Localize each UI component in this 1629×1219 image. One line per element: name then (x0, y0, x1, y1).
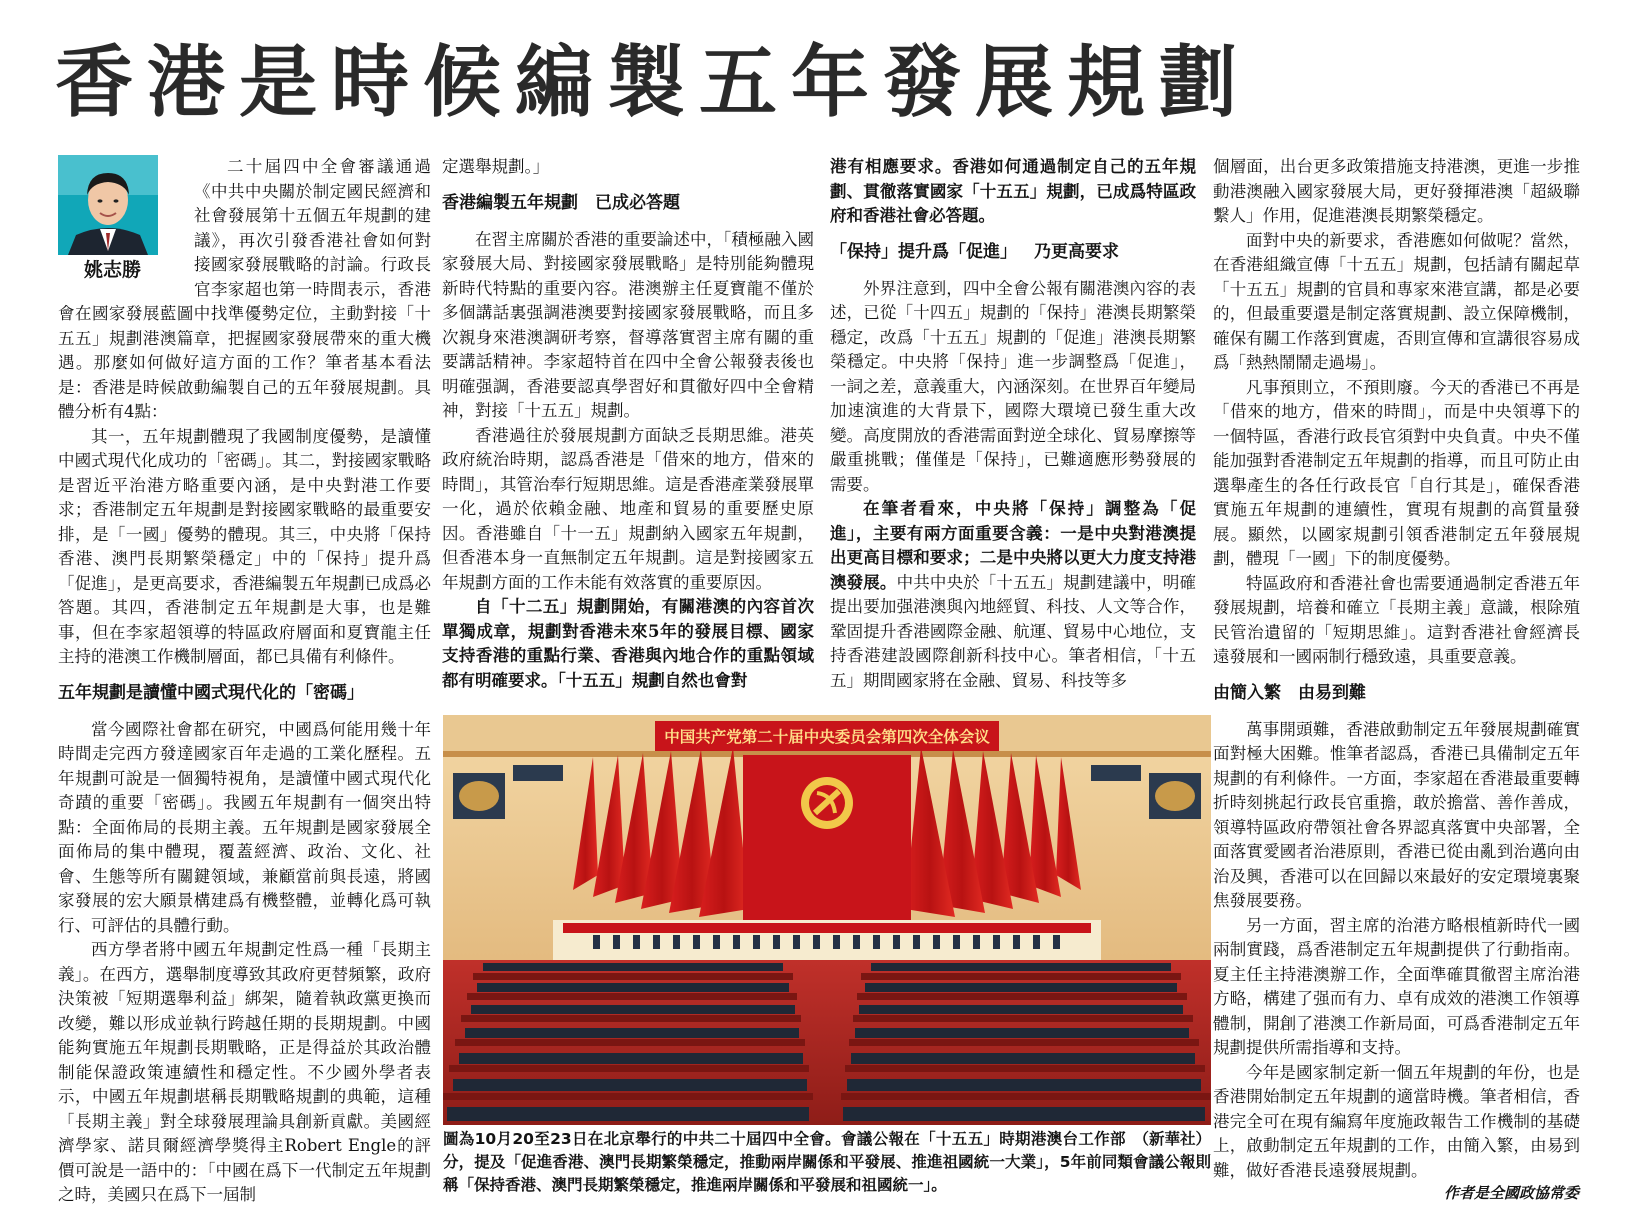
author-byline: 作者是全國政協常委 (1443, 1184, 1579, 1202)
paragraph-text: 中共中央於「十五五」規劃建議中，明確提出要加强港澳與內地經貿、科技、人文等合作，鞏固提升香港國際金融、航運、貿易中心地位，支持香港建設國際創新科技中心。筆者相信，「十五五」期間國家將在金融、貿易、科技等多 (830, 572, 1197, 690)
article-column-3 (830, 155, 1196, 693)
paragraph: 個層面，出台更多政策措施支持港澳，更進一步推動港澳融入國家發展大局，更好發揮港澳「超級聯繫人」作用，促進港澳長期繁榮穩定。 (1213, 157, 1580, 225)
caption-text: 圖為10月20至23日在北京舉行的中共二十屆四中全會。會議公報在「十五五」時期港澳台工作部分，提及「促進香港、澳門長期繁榮穩定，推動兩岸關係和平發展、推進祖國統一大業」，5年前同類會議公報則稱「保持香港、澳門長期繁榮穩定，推進兩岸關係和平發展和祖國統一」。 (443, 1130, 1211, 1194)
paragraph: 自「十二五」規劃開始，有關港澳的內容首次單獨成章，規劃對香港未來5年的發展目標、國家支持香港的重點行業、香港與內地合作的重點領域都有明確要求。「十五五」規劃自然也會對 (442, 597, 814, 690)
article-column-1 (58, 155, 431, 1208)
section-heading (830, 239, 1196, 265)
author-block (58, 155, 186, 283)
paragraph: 香港過往於發展規劃方面缺乏長期思維。港英政府統治時期，認爲香港是「借來的地方，借來的時間」，其管治奉行短期思維。這是香港產業發展單一化，過於依賴金融、地產和貿易的重要歷史原因。香港雖自「十一五」規劃納入國家五年規劃，但香港本身一直無制定五年規劃。這是對接國家五年規劃方面的工作未能有效落實的重要原因。 (442, 425, 814, 592)
paragraph: 定選舉規劃。」 (442, 157, 550, 176)
section-heading-part: 「保持」提升爲「促進」 (830, 241, 1017, 262)
banner-text: 中国共产党第二十届中央委员会第四次全体会议 (664, 728, 990, 746)
headline: 香港是時候編製五年發展規劃 (55, 37, 1252, 128)
paragraph: 二十屆四中全會審議通過《中共中央關於制定國民經濟和社會發展第十五個五年規劃的建議》，再次引發香港社會如何對接國家發展戰略的討論。行政長官李家超也第一時間表示，香港會在國家發展藍圖中找準優勢定位，主動對接「十五五」規劃港澳篇章，把握國家發展帶來的重大機遇。那麼如何做好這方面的工作？筆者基本看法是：香港是時候啟動編製自己的五年發展規劃。具體分析有4點： (58, 157, 431, 421)
paragraph: 當今國際社會都在研究，中國爲何能用幾十年時間走完西方發達國家百年走過的工業化歷程。五年規劃可說是一個獨特視角，是讀懂中國式現代化奇蹟的重要「密碼」。我國五年規劃有一個突出特點：全面佈局的長期主義。五年規劃是國家發展全面佈局的集中體現，覆蓋經濟、政治、文化、社會、生態等所有關鍵領域，兼顧當前與長遠，將國家發展的宏大願景構建爲有機整體，並轉化爲可執行、可評估的具體行動。 (58, 719, 431, 935)
section-heading-part: 香港編製五年規劃 (442, 192, 578, 213)
section-heading: 五年規劃是讀懂中國式現代化的「密碼」 (58, 682, 364, 703)
paragraph (830, 497, 1196, 693)
author-portrait (58, 155, 158, 255)
paragraph: 萬事開頭難，香港啟動制定五年發展規劃確實面對極大困難。惟筆者認爲，香港已具備制定五年規劃的有利條件。一方面，李家超在香港最重要轉折時刻挑起行政長官重擔，敢於擔當、善作善成，領導特區政府帶領社會各界認真落實中央部署，全面落實愛國者治港原則，香港已從由亂到治邁向由治及興，香港可以在回歸以來最好的安定環境裏聚焦發展要務。 (1213, 719, 1580, 910)
paragraph: 另一方面，習主席的治港方略根植新時代一國兩制實踐，爲香港制定五年規劃提供了行動指南。夏主任主持港澳辦工作，全面準確貫徹習主席治港方略，構建了强而有力、卓有成效的港澳工作領導體制，開創了港澳工作新局面，可爲香港制定五年規劃提供所需指導和支持。 (1213, 915, 1580, 1057)
paragraph: 外界注意到，四中全會公報有關港澳內容的表述，已從「十四五」規劃的「保持」港澳長期繁榮穩定，改爲「十五五」規劃的「促進」港澳長期繁榮穩定。中央將「保持」進一步調整爲「促進」，一詞之差，意義重大，內涵深刻。在世界百年變局加速演進的大背景下，國際大環境已發生重大改變。高度開放的香港需面對逆全球化、貿易摩擦等嚴重挑戰；僅僅是「保持」，已難適應形勢發展的需要。 (830, 278, 1196, 494)
article-column-2 (442, 155, 814, 693)
paragraph: 今年是國家制定新一個五年規劃的年份，也是香港開始制定五年規劃的適當時機。筆者相信，香港完全可在現有編寫年度施政報告工作機制的基礎上，啟動制定五年規劃的工作，由簡入繁，由易到難，做好香港長遠發展規劃。 (1213, 1062, 1580, 1180)
section-heading (442, 190, 814, 216)
paragraph: 在習主席關於香港的重要論述中，「積極融入國家發展大局、對接國家發展戰略」是特別能夠體現新時代特點的重要內容。港澳辦主任夏寶龍不僅於多個講話裏强調港澳要對接國家發展戰略，而且多次親身來港澳調研考察，督導落實習主席有關的重要講話精神。李家超特首在四中全會公報發表後也明確强調，香港要認真學習好和貫徹好四中全會精神，對接「十五五」規劃。 (442, 229, 814, 420)
section-heading-part: 已成必答題 (595, 192, 680, 213)
section-heading-part: 由易到難 (1298, 682, 1366, 703)
article-column-4 (1213, 155, 1580, 1183)
section-heading (1213, 680, 1580, 706)
section-heading-part: 乃更高要求 (1034, 241, 1119, 262)
paragraph: 凡事預則立，不預則廢。今天的香港已不再是「借來的地方，借來的時間」，而是中央領導下的一個特區，香港行政長官須對中央負責。中央不僅能加强對香港制定五年規劃的指導，而且可防止由選舉產生的各任行政長官「自行其是」，確保香港實施五年規劃的連續性，實現有規劃的高質量發展。顯然，以國家規劃引領香港制定五年發展規劃，體現「一國」下的制度優勢。 (1213, 377, 1580, 568)
news-photo (443, 715, 1211, 1125)
photo-caption (443, 1128, 1211, 1197)
emphasis-text: 在筆者看來，中央將「保持」調整為「促進」，主要有兩方面重要含義：一是中央對港澳提出更高目標和要求；二是中央將以更大力度支持港澳發展。 (830, 499, 1196, 592)
section-heading-part: 由簡入繁 (1213, 682, 1281, 703)
author-name: 姚志勝 (84, 259, 142, 281)
paragraph: 面對中央的新要求，香港應如何做呢？當然，在香港組織宣傳「十五五」規劃，包括請有關起草「十五五」規劃的官員和專家來港宣講，都是必要的，但最重要還是制定落實規劃、設立保障機制，確保有關工作落到實處，否則宣傳和宣講很容易成爲「熱熱鬧鬧走過場」。 (1213, 230, 1580, 372)
paragraph: 特區政府和香港社會也需要通過制定香港五年發展規劃，培養和確立「長期主義」意識，根除殖民管治遺留的「短期思維」。這對香港社會經濟長遠發展和一國兩制行穩致遠，具重要意義。 (1213, 573, 1580, 666)
plenary-hall-illustration (443, 715, 1211, 1125)
paragraph: 港有相應要求。香港如何通過制定自己的五年規劃、貫徹落實國家「十五五」規劃，已成爲特區政府和香港社會必答題。 (830, 157, 1196, 225)
photo-credit: （新華社） (1133, 1130, 1211, 1148)
paragraph: 西方學者將中國五年規劃定性爲一種「長期主義」。在西方，選舉制度導致其政府更替頻繁，政府決策被「短期選舉利益」綁架，隨着執政黨更換而改變，難以形成並執行跨越任期的長期規劃。中國能夠實施五年規劃長期戰略，正是得益於其政治體制能保證政策連續性和穩定性。不少國外學者表示，中國五年規劃堪稱長期戰略規劃的典範，這種「長期主義」對全球發展理論具創新貢獻。美國經濟學家、諾貝爾經濟學獎得主Robert Engle的評價可說是一語中的：「中國在爲下一代制定五年規劃之時，美國只在爲下一屆制 (58, 940, 431, 1204)
paragraph: 其一，五年規劃體現了我國制度優勢，是讀懂中國式現代化成功的「密碼」。其二，對接國家戰略是習近平治港方略重要內涵，是中央對港工作要求；香港制定五年規劃是對接國家戰略的最重要安排，是「一國」優勢的體現。其三，中央將「保持香港、澳門長期繁榮穩定」中的「保持」提升爲「促進」，是更高要求，香港編製五年規劃已成爲必答題。其四，香港制定五年規劃是大事，也是難事，但在李家超領導的特區政府層面和夏寶龍主任主持的港澳工作機制層面，都已具備有利條件。 (58, 426, 431, 666)
